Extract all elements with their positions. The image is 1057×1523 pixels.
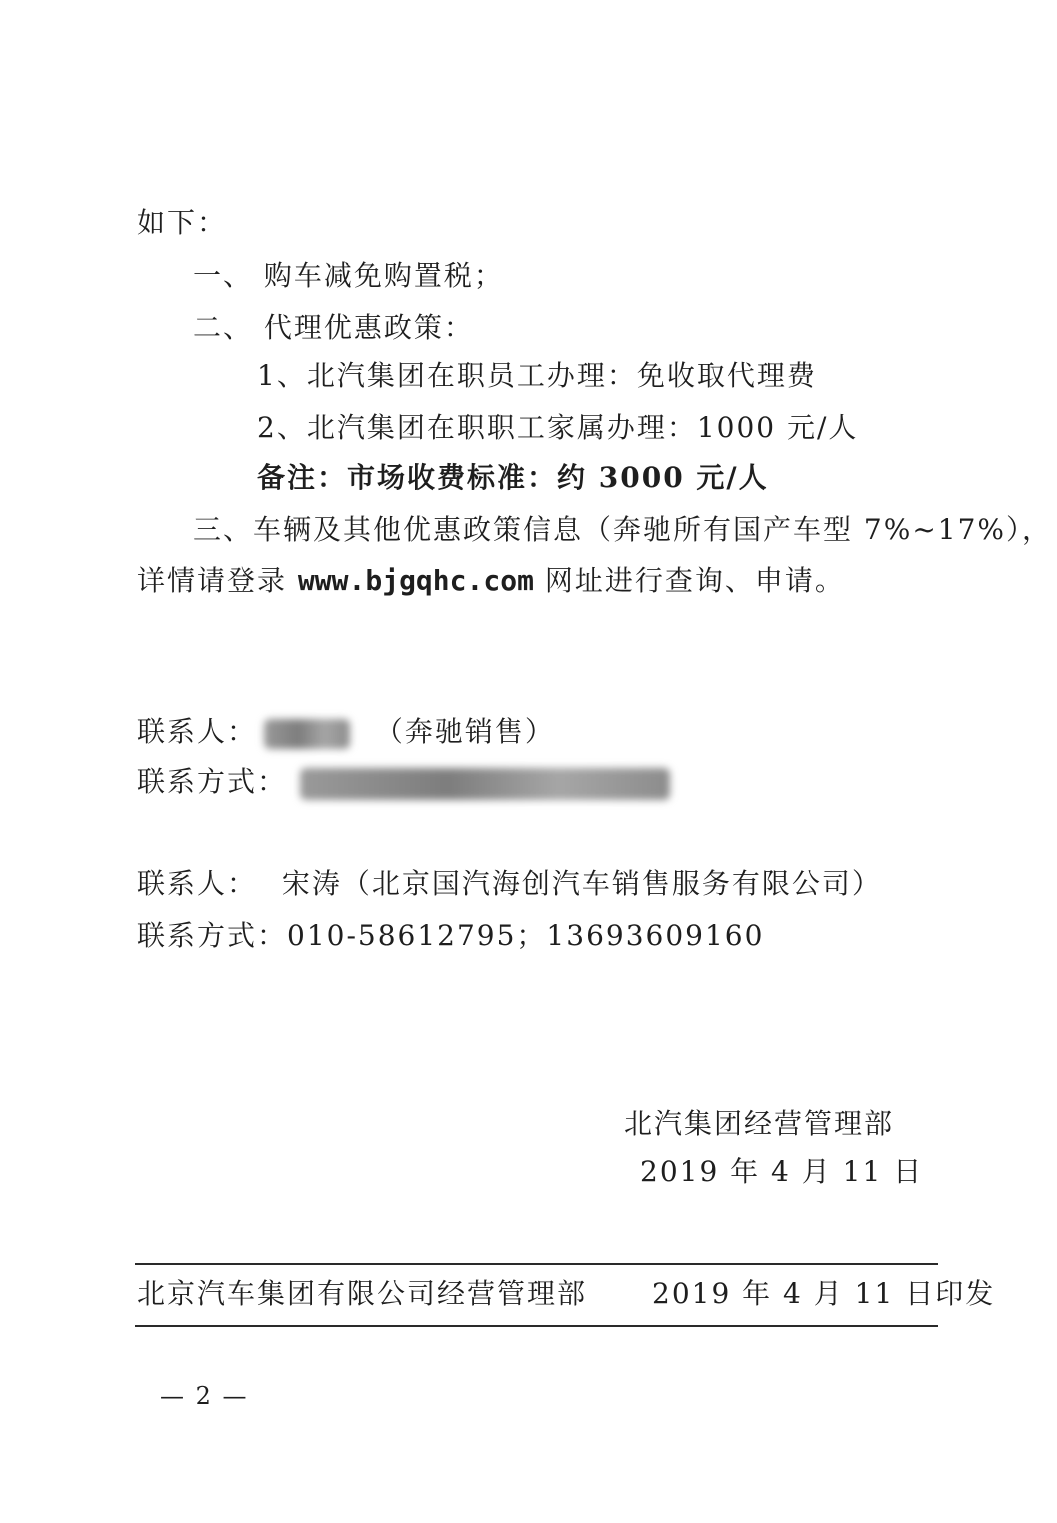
item-three: 三、车辆及其他优惠政策信息（奔驰所有国产车型 7%~17%）， (193, 513, 1053, 546)
item-three-cont (137, 563, 845, 599)
footer-date: 2019 年 4 月 11 日印发 (652, 1277, 996, 1310)
item-one: 一、 购车减免购置税； (193, 259, 504, 292)
intro-text: 如下： (137, 206, 228, 239)
contact1-role: （奔驰销售） (374, 715, 555, 748)
contact2-method (137, 918, 764, 954)
item-two: 二、 代理优惠政策： (193, 311, 474, 344)
signature-date: 2019 年 4 月 11 日 (640, 1155, 924, 1188)
signature-dept: 北汽集团经营管理部 (624, 1107, 895, 1140)
contact2-label: 联系人： (137, 867, 258, 900)
item-note: 备注：市场收费标准：约 3000 元/人 (257, 461, 769, 494)
contact2-name: 宋涛（北京国汽海创汽车销售服务有限公司） (281, 867, 882, 900)
contact1-person (137, 714, 555, 750)
footer-top-rule (135, 1263, 938, 1265)
contact2-method-label: 联系方式： (137, 919, 288, 952)
contact2-person (137, 866, 882, 902)
redacted-name (264, 719, 350, 749)
item-two-sub-1: 1、北汽集团在职员工办理：免收取代理费 (257, 359, 817, 392)
contact1-label: 联系人： (137, 715, 258, 748)
website-link[interactable]: www.bjgqhc.com (297, 564, 534, 597)
contact2-phones: 010-58612795；13693609160 (287, 919, 765, 952)
details-prefix: 详情请登录 (137, 564, 288, 597)
contact1-method (137, 764, 670, 800)
details-suffix: 网址进行查询、申请。 (544, 564, 845, 597)
contact1-method-label: 联系方式： (137, 765, 288, 798)
item-two-sub-2: 2、北汽集团在职职工家属办理：1000 元/人 (257, 411, 859, 444)
footer-bottom-rule (135, 1325, 938, 1327)
page-number: — 2 — (160, 1382, 249, 1410)
footer-org: 北京汽车集团有限公司经营管理部 (137, 1277, 588, 1310)
redacted-phone (300, 768, 670, 800)
